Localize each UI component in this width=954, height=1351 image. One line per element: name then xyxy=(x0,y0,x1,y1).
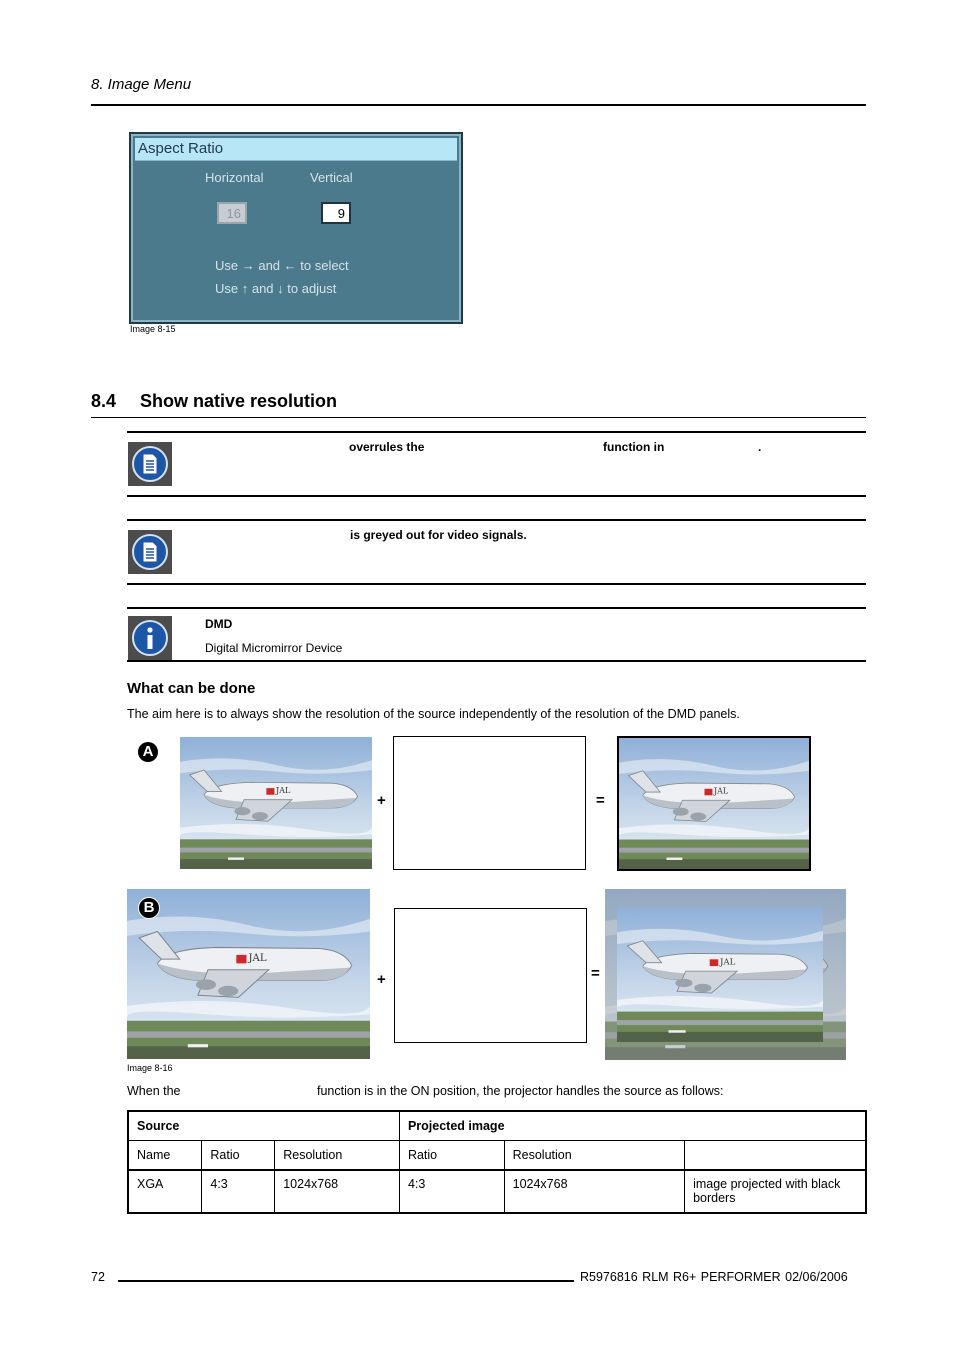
page-number: 72 xyxy=(91,1270,105,1284)
table-cell: 1024x768 xyxy=(504,1170,684,1213)
note-1-part2: function in xyxy=(603,440,665,454)
note-rule-bottom xyxy=(127,583,866,585)
aspect-ratio-dialog xyxy=(129,132,463,324)
footer-rule xyxy=(118,1280,574,1282)
section-rule xyxy=(91,417,866,418)
note-2-text: is greyed out for video signals. xyxy=(350,528,527,542)
table-header-row xyxy=(128,1141,866,1171)
header-cell: Ratio xyxy=(399,1141,504,1171)
plus-sign: + xyxy=(377,971,386,988)
vertical-value-field[interactable]: 9 xyxy=(321,202,351,224)
table-cell: image projected with black borders xyxy=(685,1170,866,1213)
result-plane-image-bordered xyxy=(605,889,846,1060)
source-plane-image-large xyxy=(127,889,370,1059)
source-plane-image xyxy=(180,737,372,869)
note-1-part3: . xyxy=(758,440,762,454)
info-rule-top xyxy=(127,607,866,609)
note-rule-top xyxy=(127,431,866,433)
group-projected: Projected image xyxy=(399,1111,866,1141)
section-title: Show native resolution xyxy=(140,391,338,411)
info-definition: Digital Micromirror Device xyxy=(205,641,343,655)
group-source: Source xyxy=(128,1111,399,1141)
running-header: 8. Image Menu xyxy=(91,76,192,93)
document-icon xyxy=(132,446,168,482)
note-rule-top xyxy=(127,519,866,521)
select-hint: Use → and ← to select xyxy=(215,258,349,273)
table-group-row xyxy=(128,1111,866,1141)
plus-sign: + xyxy=(377,792,386,809)
label-a-badge: A xyxy=(138,742,158,762)
image-caption: Image 8-15 xyxy=(130,324,176,334)
subheading: What can be done xyxy=(127,680,256,697)
header-cell xyxy=(685,1141,866,1171)
table-row xyxy=(128,1170,866,1213)
display-frame xyxy=(394,908,587,1043)
equals-sign: = xyxy=(591,965,600,982)
header-rule xyxy=(91,104,866,106)
horizontal-label: Horizontal xyxy=(205,170,264,185)
note-icon-box xyxy=(128,442,172,486)
intro-part1: When the xyxy=(127,1084,181,1098)
document-icon xyxy=(132,534,168,570)
info-rule-bottom xyxy=(127,660,866,662)
body-paragraph: The aim here is to always show the resolution of the source independently of the resolution of the DMD panels. xyxy=(127,707,740,721)
info-icon xyxy=(132,620,168,656)
table-cell: 4:3 xyxy=(399,1170,504,1213)
header-cell: Ratio xyxy=(202,1141,275,1171)
table-cell: 4:3 xyxy=(202,1170,275,1213)
dialog-title: Aspect Ratio xyxy=(135,138,457,161)
image-caption: Image 8-16 xyxy=(127,1063,173,1073)
info-term: DMD xyxy=(205,617,233,631)
header-cell: Name xyxy=(128,1141,202,1171)
result-frame xyxy=(617,736,811,871)
section-heading xyxy=(91,391,337,412)
display-frame xyxy=(393,736,586,870)
intro-part2: function is in the ON position, the projector handles the source as follows: xyxy=(317,1084,724,1098)
horizontal-value-field[interactable]: 16 xyxy=(217,202,247,224)
label-b-badge: B xyxy=(138,897,160,919)
resolution-table xyxy=(127,1110,867,1214)
section-number: 8.4 xyxy=(91,391,117,411)
table-cell: XGA xyxy=(128,1170,202,1213)
table-cell: 1024x768 xyxy=(275,1170,400,1213)
result-plane-image xyxy=(619,738,809,869)
info-icon-box xyxy=(128,616,172,660)
header-cell: Resolution xyxy=(504,1141,684,1171)
equals-sign: = xyxy=(596,792,605,809)
header-cell: Resolution xyxy=(275,1141,400,1171)
adjust-hint: Use ↑ and ↓ to adjust xyxy=(215,281,337,296)
note-icon-box xyxy=(128,530,172,574)
vertical-label: Vertical xyxy=(310,170,353,185)
note-1-part1: overrules the xyxy=(349,440,425,454)
document-reference: R5976816 RLM R6+ PERFORMER 02/06/2006 xyxy=(580,1270,848,1284)
note-rule-bottom xyxy=(127,495,866,497)
